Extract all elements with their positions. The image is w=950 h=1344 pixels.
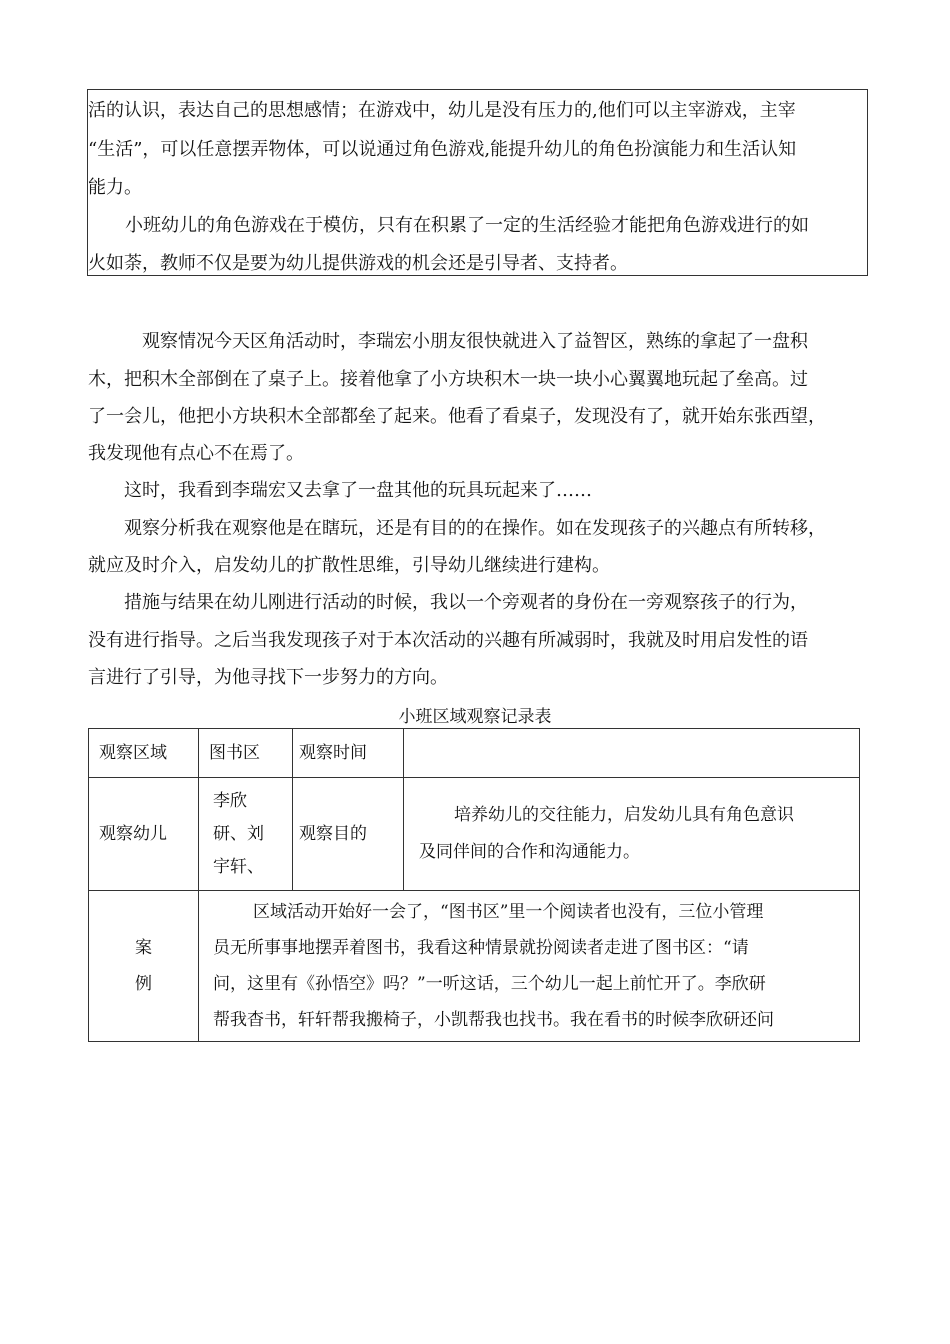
purpose-value-cell	[404, 778, 860, 891]
case-line-2: 员无所事事地摆弄着图书，我看这种情景就扮阅读者走进了图书区：“请	[213, 938, 749, 958]
child-label: 观察幼儿	[99, 824, 167, 844]
case-line-1: 区域活动开始好一会了，“图书区”里一个阅读者也没有，三位小管理	[253, 902, 764, 922]
child-names-cell	[199, 778, 293, 891]
area-value-cell	[199, 729, 293, 778]
body-line-7: 就应及时介入，启发幼儿的扩散性思维，引导幼儿继续进行建构。	[88, 555, 610, 576]
observation-table	[88, 728, 860, 1042]
purpose-label-cell	[293, 778, 404, 891]
body-line-1: 观察情况今天区角活动时，李瑞宏小朋友很快就进入了益智区，熟练的拿起了一盘积	[142, 331, 808, 352]
case-label-cell	[89, 891, 199, 1042]
box-line-4: 小班幼儿的角色游戏在于模仿，只有在积累了一定的生活经验才能把角色游戏进行的如	[125, 215, 809, 236]
table-row	[89, 729, 860, 778]
body-line-8: 措施与结果在幼儿刚进行活动的时候，我以一个旁观者的身份在一旁观察孩子的行为，	[124, 592, 808, 613]
area-value: 图书区	[209, 743, 260, 763]
purpose-label: 观察目的	[299, 824, 367, 844]
case-line-3: 问，这里有《孙悟空》吗？”一听这话，三个幼儿一起上前忙开了。李欣研	[213, 974, 766, 994]
case-label-1: 案	[135, 938, 152, 958]
body-line-9: 没有进行指导。之后当我发现孩子对于本次活动的兴趣有所减弱时，我就及时用启发性的语	[88, 630, 808, 651]
box-line-3: 能力。	[88, 177, 142, 198]
body-line-5: 这时，我看到李瑞宏又去拿了一盘其他的玩具玩起来了……	[124, 480, 592, 501]
body-line-3: 了一会儿，他把小方块积木全部都垒了起来。他看了看桌子，发现没有了，就开始东张西望，	[88, 406, 826, 427]
child-line-3: 宇轩、	[213, 856, 264, 877]
area-label-cell	[89, 729, 199, 778]
table-title: 小班区域观察记录表	[398, 707, 552, 727]
time-label-cell	[293, 729, 404, 778]
body-line-4: 我发现他有点心不在焉了。	[88, 443, 304, 464]
child-line-1: 李欣	[213, 790, 247, 811]
box-line-1: 活的认识，表达自己的思想感情；在游戏中，幼儿是没有压力的,他们可以主宰游戏，主宰	[88, 100, 796, 121]
case-content-cell	[199, 891, 860, 1042]
body-line-6: 观察分析我在观察他是在瞎玩，还是有目的的在操作。如在发现孩子的兴趣点有所转移，	[124, 518, 826, 539]
table-row	[89, 778, 860, 891]
child-label-cell	[89, 778, 199, 891]
case-line-4: 帮我杳书，轩轩帮我搬椅子，小凯帮我也找书。我在看书的时候李欣研还问	[213, 1010, 774, 1030]
purpose-line-1: 培养幼儿的交往能力，启发幼儿具有角色意识	[454, 805, 794, 825]
box-line-5: 火如荼，教师不仅是要为幼儿提供游戏的机会还是引导者、支持者。	[88, 253, 628, 274]
case-label-2: 例	[135, 974, 152, 994]
purpose-line-2: 及同伴间的合作和沟通能力。	[419, 842, 640, 862]
body-line-2: 木，把积木全部倒在了桌子上。接着他拿了小方块积木一块一块小心翼翼地玩起了垒高。过	[88, 369, 808, 390]
body-line-10: 言进行了引导，为他寻找下一步努力的方向。	[88, 667, 448, 688]
child-line-2: 研、刘	[213, 823, 264, 844]
area-label: 观察区域	[99, 743, 167, 763]
time-label: 观察时间	[299, 743, 367, 763]
box-line-2: “生活”，可以任意摆弄物体，可以说通过角色游戏,能提升幼儿的角色扮演能力和生活认知	[88, 139, 797, 160]
time-value-cell	[404, 729, 860, 778]
table-row	[89, 891, 860, 1042]
